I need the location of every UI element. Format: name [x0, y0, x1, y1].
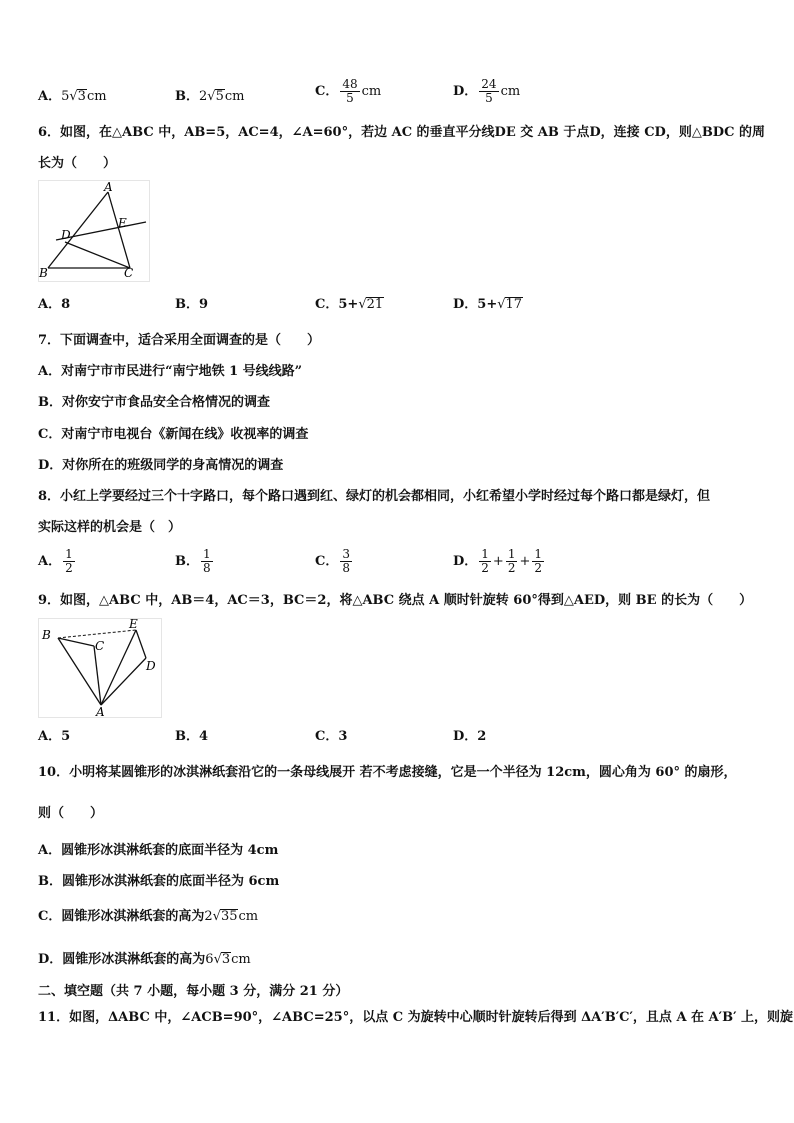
- q8-stem-line1: 8．小红上学要经过三个十字路口，每个路口遇到红、绿灯的机会都相同，小红希望小学时经过每个路口都是绿灯，但: [38, 489, 711, 504]
- q5-option-a: A．5√3cm: [38, 89, 107, 104]
- q6-option-d: D．5+√17: [453, 297, 523, 312]
- q10-stem-line2: 则（ ）: [38, 806, 104, 821]
- q7-option-c: C．对南宁市电视台《新闻在线》收视率的调查: [38, 427, 309, 442]
- q6-label-a: A: [104, 180, 113, 194]
- q9-option-b: B．4: [175, 729, 209, 744]
- q9-label-a: A: [96, 705, 105, 718]
- q6-stem-line2: 长为（ ）: [38, 156, 117, 171]
- q10-option-a: A．圆锥形冰淇淋纸套的底面半径为 4cm: [38, 843, 279, 858]
- q7-option-b: B．对你安宁市食品安全合格情况的调查: [38, 395, 270, 410]
- q6-option-c: C．5+√21: [315, 297, 384, 312]
- q5-option-b: B．2√5cm: [175, 89, 245, 104]
- q9-option-a: A．5: [38, 729, 71, 744]
- q10-option-d: D．圆锥形冰淇淋纸套的高为6√3cm: [38, 952, 251, 967]
- q11-stem: 11．如图，ΔABC 中，∠ACB=90°，∠ABC=25°，以点 C 为旋转中心顺时针旋转后得到 ΔA′B′C′，且点 A 在 A′B′ 上，则旋: [38, 1010, 794, 1025]
- q6-label-b: B: [39, 266, 48, 280]
- q8-stem-line2: 实际这样的机会是（ ）: [38, 520, 182, 535]
- section-fill-in-heading: 二、填空题（共 7 小题，每小题 3 分，满分 21 分）: [38, 984, 349, 999]
- q7-option-a: A．对南宁市市民进行“南宁地铁 1 号线线路”: [38, 364, 303, 379]
- q9-label-b: B: [42, 628, 51, 642]
- q5-option-c: C． $\frac{48}{5}$ cm: [315, 77, 382, 105]
- q6-label-e: E: [118, 216, 127, 230]
- q6-label-c: C: [124, 266, 134, 280]
- q8-option-c: C． $\frac{3}{8}$: [315, 547, 350, 575]
- q7-stem: 7．下面调查中，适合采用全面调查的是（ ）: [38, 333, 321, 348]
- q10-option-b: B．圆锥形冰淇淋纸套的底面半径为 6cm: [38, 874, 280, 889]
- q9-option-c: C．3: [315, 729, 348, 744]
- q8-option-b: B． $\frac{1}{8}$: [175, 547, 211, 575]
- q7-option-d: D．对你所在的班级同学的身高情况的调查: [38, 458, 284, 473]
- q9-option-d: D．2: [453, 729, 487, 744]
- q8-option-d: D． $\frac{1}{2}$ + $\frac{1}{2}$ + $\frac{1}{2}$: [453, 547, 543, 575]
- q10-stem-line1: 10．小明将某圆锥形的冰淇淋纸套沿它的一条母线展开 若不考虑接缝，它是一个半径为 12cm，圆心角为 60° 的扇形，: [38, 765, 737, 780]
- q6-label-d: D: [61, 228, 71, 242]
- q5-option-d: D． $\frac{24}{5}$ cm: [453, 77, 521, 105]
- q9-label-d: D: [146, 659, 156, 673]
- q9-rotation-figure: [38, 618, 162, 718]
- q9-label-e: E: [129, 618, 138, 631]
- q10-option-c: C．圆锥形冰淇淋纸套的高为2√35cm: [38, 909, 259, 924]
- q8-option-a: A． $\frac{1}{2}$: [38, 547, 73, 575]
- q6-option-a: A．8: [38, 297, 71, 312]
- q6-stem-line1: 6．如图，在△ABC 中，AB=5，AC=4，∠A=60°，若边 AC 的垂直平分线DE 交 AB 于点D，连接 CD，则△BDC 的周: [38, 125, 765, 140]
- q9-stem: 9．如图，△ABC 中，AB＝4，AC＝3，BC＝2，将△ABC 绕点 A 顺时针旋转 60°得到△AED，则 BE 的长为（ ）: [38, 593, 753, 608]
- q6-option-b: B．9: [175, 297, 209, 312]
- q9-label-c: C: [95, 639, 105, 653]
- q6-triangle-figure: [38, 180, 150, 282]
